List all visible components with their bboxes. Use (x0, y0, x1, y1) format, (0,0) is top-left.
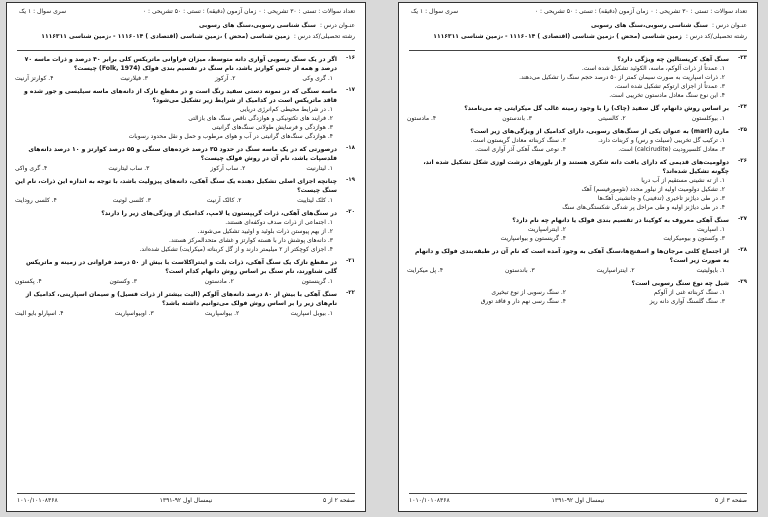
page-number: صفحه ۳ از ۵ (715, 497, 747, 504)
answer-option[interactable]: ۴. مادستون (407, 115, 437, 122)
answer-option[interactable]: ۴. اسپارلو بایو الیت (15, 310, 64, 317)
question (407, 104, 747, 123)
exam-header (17, 6, 355, 51)
answer-option[interactable]: ۱. سنگ کربناته غنی از آلوکم (653, 289, 725, 296)
header-row-top (409, 8, 747, 15)
exam-page-left (6, 2, 366, 512)
answer-option[interactable]: ۲. از بهم پیوستن ذرات بلوئید و اوئیید تشکیل می‌شوند. (197, 228, 333, 235)
question (15, 145, 355, 173)
answer-option[interactable]: ۱. عمدتاً از ذرات آلوکم، ماسه، الکوئید تشکیل شده است. (581, 65, 725, 72)
header-row-top (17, 8, 355, 15)
answer-option[interactable]: ۴. سنگ رسی نهم دار و فاقد تورق (480, 298, 566, 305)
course-title: سنگ شناسی رسوبی،سنگ های رسوبی (198, 22, 316, 29)
options-group (407, 225, 747, 243)
answer-option[interactable]: ۱. بیوبل اسپاریت (290, 310, 333, 317)
exam-page-right (398, 2, 758, 512)
question-number: ۲۴- (737, 104, 747, 110)
question-text: بر اساس روش دانهام، گل سفید (چاک) را با وجود زمینه غالب گل میکرایتی چه می‌نامند؟ (464, 105, 729, 112)
answer-option[interactable]: ۴. کلسی رودایت (15, 197, 57, 204)
answer-option[interactable]: ۳. باندستون (502, 115, 532, 122)
options-group (15, 309, 355, 318)
semester-label: نیمسال اول ۹۲-۱۳۹۱ (551, 497, 605, 504)
answer-option[interactable]: ۳. اوبیواسپاریت (114, 310, 154, 317)
exam-footer (17, 493, 355, 508)
question (15, 177, 355, 205)
answer-option[interactable]: ۱. در شرایط محیطی کم‌انرژی دریایی (239, 106, 333, 113)
semester-label: نیمسال اول ۹۲-۱۳۹۱ (159, 497, 213, 504)
answer-option[interactable]: ۲. کالک آرنیت (206, 197, 242, 204)
answer-option[interactable]: ۳. دانه‌های پوشش دار با هسته کوارتز و غشای متحدالمرکز هستند. (169, 237, 333, 244)
question-text: سنگ آهکی با بیش از ۸۰ درصد دانه‌های آلوکم (الیت بیشتر از ذرات فسیل) و سیمان اسپارینی، کدامیک از نام‌های زیر را بر اساس روش فولک می‌توانیم داشته باشد؟ (25, 291, 337, 307)
question-number: ۲۷- (737, 216, 747, 222)
question-number: ۱۶- (345, 55, 355, 61)
question (407, 158, 747, 212)
question-number: ۲۱- (345, 258, 355, 264)
series-label: سری سوال : ۱ یک (411, 8, 459, 15)
question-text: سنگ آهک کریستالین چه ویژگی دارد؟ (617, 56, 729, 63)
answer-option[interactable]: ۲. تشکیل دولومیت اولیه از نیلور محدد (نئومورفیسم) آهک (581, 186, 725, 193)
answer-option[interactable]: ۴. نوعی سنگ آهکی آذر آواری است. (475, 146, 566, 153)
options-group (407, 64, 747, 100)
answer-option[interactable]: ۲. کالسیتی (598, 115, 626, 122)
course-title-label: عنـوان درس : (319, 22, 355, 29)
answer-option[interactable]: ۳. معادل کلسیرودیت (calcirudite) است. (618, 146, 725, 153)
exam-code: ۱۰۱۰/۱۰۱۰۸۳۶۸ (409, 497, 450, 504)
options-group (407, 114, 747, 123)
answer-option[interactable]: ۱. کلک لیتاییت (297, 197, 333, 204)
header-row-title (409, 22, 747, 29)
options-group (407, 176, 747, 212)
answer-option[interactable]: ۲. سنگ کربناته معادل گریستون است. (470, 137, 566, 144)
answer-option[interactable]: ۳. وکستون و بیومیکرایت (663, 235, 725, 242)
answer-option[interactable]: ۴. گرینستون و بیواسپاریت (500, 235, 566, 242)
header-row-title (17, 22, 355, 29)
answer-option[interactable]: ۴. اجزای کوچکتر از ۲ میلیمتر دارند و از گل کربناته (میکرایت) تشکیل شده‌اند. (139, 246, 333, 253)
question-text: اگر در یک سنگ رسوبی آواری دانه متوسط، میزان فراوانی ماتریکس کلی برابر ۴۰ درصد و ذرات ماسه ۷۰ درصد و همه از جنس کوارتز باشد، نام سنگ در تقسیم بندی فولک (Folk, 1974) چیست؟ (24, 56, 337, 72)
field-label: رشته تحصیلی/کد درس : (293, 33, 355, 40)
question (407, 216, 747, 243)
answer-option[interactable]: ۳. وکستون (109, 278, 137, 285)
count-label: تعداد سوالات : تستی : ۳۰ تشریحی : ۰ (650, 8, 747, 15)
question-text: در مقطع نازک یک سنگ آهکی، ذرات بلت و اینتراکلاست با بیش از ۵۰ درصد فراوانی در زمینه و ماتریکس گلی شناورند، نام سنگ بر اساس روش دانهام کدام است؟ (25, 259, 337, 275)
answer-option[interactable]: ۴. در طی دیاژنز اولیه و طی مراحل پر شدگی شکستگی‌های سنگ (562, 204, 725, 211)
options-group (407, 288, 747, 306)
question (15, 209, 355, 254)
page-number: صفحه ۲ از ۵ (323, 497, 355, 504)
answer-option[interactable]: ۴. پل میکرایت (407, 267, 444, 274)
question-number: ۲۸- (737, 247, 747, 253)
options-group (15, 74, 355, 83)
question-text: دولومیت‌های قدیمی که دارای بافت دانه شکری هستند و از بلورهای درشت لوزی شکل تشکیل شده اند، چگونه تشکیل شده‌اند؟ (423, 159, 729, 175)
question-list (15, 55, 355, 489)
question-text: شیل چه نوع سنگ رسوبی است؟ (631, 280, 729, 287)
question-text: چنانچه اجزای اصلی تشکیل دهنده یک سنگ آهکی، دانه‌های پیزولیت باشد، با توجه به اندازه این ذرات، نام این سنگ چیست؟ (15, 178, 337, 194)
question-number: ۲۵- (737, 127, 747, 133)
answer-option[interactable]: ۲. اینتراسپاریت (527, 226, 566, 233)
question-number: ۲۶- (737, 158, 747, 164)
question-text: از اجتماع کلنی مرجان‌ها و اسفنج‌ها،سنگ آهکی به وجود آمده است که نام آن در طبقه‌بندی فولک و دانهام به صورت زیر است؟ (414, 248, 729, 264)
answer-option[interactable]: ۳. کلسی لوتیت (112, 197, 152, 204)
course-title-label: عنـوان درس : (711, 22, 747, 29)
answer-option[interactable]: ۱. اسپاریت (697, 226, 725, 233)
answer-option[interactable]: ۲. مادستون (204, 278, 234, 285)
question (407, 247, 747, 275)
options-group (15, 277, 355, 286)
answer-option[interactable]: ۱. اجتماعی از ذرات صدف دوکفه‌ای هستند. (225, 219, 333, 226)
header-row-field (17, 33, 355, 40)
question-text: در سنگ‌های آهکی، ذرات گریپستون یا لامپ، کدامیک از ویژگی‌های زیر را دارند؟ (101, 210, 337, 217)
question-number: ۲۰- (345, 209, 355, 215)
answer-option[interactable]: ۱. لیتارنیت (306, 165, 333, 172)
answer-option[interactable]: ۲. آرکوز (214, 75, 236, 82)
question (15, 87, 355, 141)
header-row-field (409, 33, 747, 40)
answer-option[interactable]: ۳. در طی دیاژنز تاخیری (تدفینی) و جانشینی آهک‌ها (597, 195, 725, 202)
question-text: سنگ آهکی معروف به کوکینا در تقسیم بندی فولک یا دانهام چه نام دارد؟ (512, 217, 729, 224)
exam-code: ۱۰۱۰/۱۰۱۰۸۳۶۸ (17, 497, 58, 504)
answer-option[interactable]: ۳. هوازدگی و فرسایش طولانی سنگ‌های گرانیتی (211, 124, 333, 131)
answer-option[interactable]: ۱. از ته نشینی مستقیم از آب دریا (641, 177, 725, 184)
answer-option[interactable]: ۲. فرایند های تکتونیکی و هوازدگی ناقص سنگ های بازالتی (188, 115, 333, 122)
time-label: زمان آزمون (دقیقه) : تستی : ۵۰ تشریحی : ۰ (534, 8, 649, 15)
answer-option[interactable]: ۳. سنگ گلسنگ آواری دانه ریز (649, 298, 725, 305)
question-number: ۲۹- (737, 279, 747, 285)
question-text: درصورتی که در یک ماسه سنگ در حدود ۳۵ درصد خرده‌های سنگی و ۵۵ درصد کوارتز و ۱۰ درصد دانه‌های فلدسپات باشد، نام آن در روش فولک چیست؟ (28, 146, 337, 162)
answer-option[interactable]: ۴. پکستون (15, 278, 42, 285)
question-number: ۱۸- (345, 145, 355, 151)
answer-option[interactable]: ۲. سنگ رسوبی از نوع تبخیری (491, 289, 566, 296)
answer-option[interactable]: ۱. ترکیب گل تخریبی (سیلت و رس) و کربنات دارد. (598, 137, 725, 144)
answer-option[interactable]: ۱. گری وکی (302, 75, 333, 82)
series-label: سری سوال : ۱ یک (19, 8, 67, 15)
exam-footer (409, 493, 747, 508)
exam-header (409, 6, 747, 51)
answer-option[interactable]: ۱. گرینستون (301, 278, 333, 285)
question-number: ۱۹- (345, 177, 355, 183)
answer-option[interactable]: ۴. کوارتز آرنیت (15, 75, 54, 82)
question (15, 55, 355, 83)
question-list (407, 55, 747, 489)
question-text: مارن (marl) به عنوان یکی از سنگ‌های رسوبی، دارای کدامیک از ویژگی‌های زیر است؟ (470, 128, 729, 135)
field-label: رشته تحصیلی/کد درس : (685, 33, 747, 40)
options-group (407, 136, 747, 154)
count-label: تعداد سوالات : تستی : ۳۰ تشریحی : ۰ (258, 8, 355, 15)
answer-option[interactable]: ۳. باندستون (504, 267, 535, 274)
question-number: ۲۲- (345, 290, 355, 296)
question (15, 258, 355, 286)
answer-option[interactable]: ۲. ذرات اسپاریت به صورت سیمان کمتر از ۵۰ درصد حجم سنگ را تشکیل می‌دهند. (519, 74, 725, 81)
field-value: زمین شناسی (محض ) ،زمین شناسی (اقتصادی ) ۱۱۱۶۰۱۴ - ،زمین شناسی ۱۱۱۶۳۱۱ (433, 33, 682, 40)
answer-option[interactable]: ۳. عمدتاً از اجزای ارتوکم تشکیل شده است. (614, 83, 725, 90)
course-title: سنگ شناسی رسوبی،سنگ های رسوبی (590, 22, 708, 29)
question (407, 279, 747, 306)
question-number: ۱۷- (345, 87, 355, 93)
answer-option[interactable]: ۳. ساب لیتارنیت (108, 165, 150, 172)
answer-option[interactable]: ۴. این نوع سنگ معادل مادستون تخریبی است. (609, 92, 725, 99)
question-text: ماسه سنگی که در نمونه دستی سفید رنگ است و در مقطع نازک از دانه‌های ماسه سیلیسی و جور شده و فاقد ماتریکس است در کدامیک از شرایط زیر تشکیل می‌شود؟ (23, 88, 337, 104)
answer-option[interactable]: ۲. بیواسپاریت (204, 310, 240, 317)
answer-option[interactable]: ۲. اینتراسپاریت (596, 267, 635, 274)
answer-option[interactable]: ۱. بایولیتیت (696, 267, 725, 274)
options-group (15, 196, 355, 205)
question (15, 290, 355, 318)
answer-option[interactable]: ۱. بیوکلستون (691, 115, 725, 122)
answer-option[interactable]: ۲. ساب آرکوز (210, 165, 246, 172)
time-label: زمان آزمون (دقیقه) : تستی : ۵۰ تشریحی : ۰ (142, 8, 257, 15)
options-group (15, 218, 355, 254)
options-group (15, 105, 355, 141)
answer-option[interactable]: ۴. هوازدگی سنگ‌های گرانیتی در آب و هوای مرطوب و حمل و نقل محدود رسوبات (128, 133, 333, 140)
question-number: ۲۳- (737, 55, 747, 61)
field-value: زمین شناسی (محض ) ،زمین شناسی (اقتصادی ) ۱۱۱۶۰۱۴ - ،زمین شناسی ۱۱۱۶۳۱۱ (41, 33, 290, 40)
answer-option[interactable]: ۴. گری واکی (15, 165, 48, 172)
answer-option[interactable]: ۳. فیلارنیت (120, 75, 148, 82)
options-group (407, 266, 747, 275)
question (407, 127, 747, 154)
question (407, 55, 747, 100)
options-group (15, 164, 355, 173)
